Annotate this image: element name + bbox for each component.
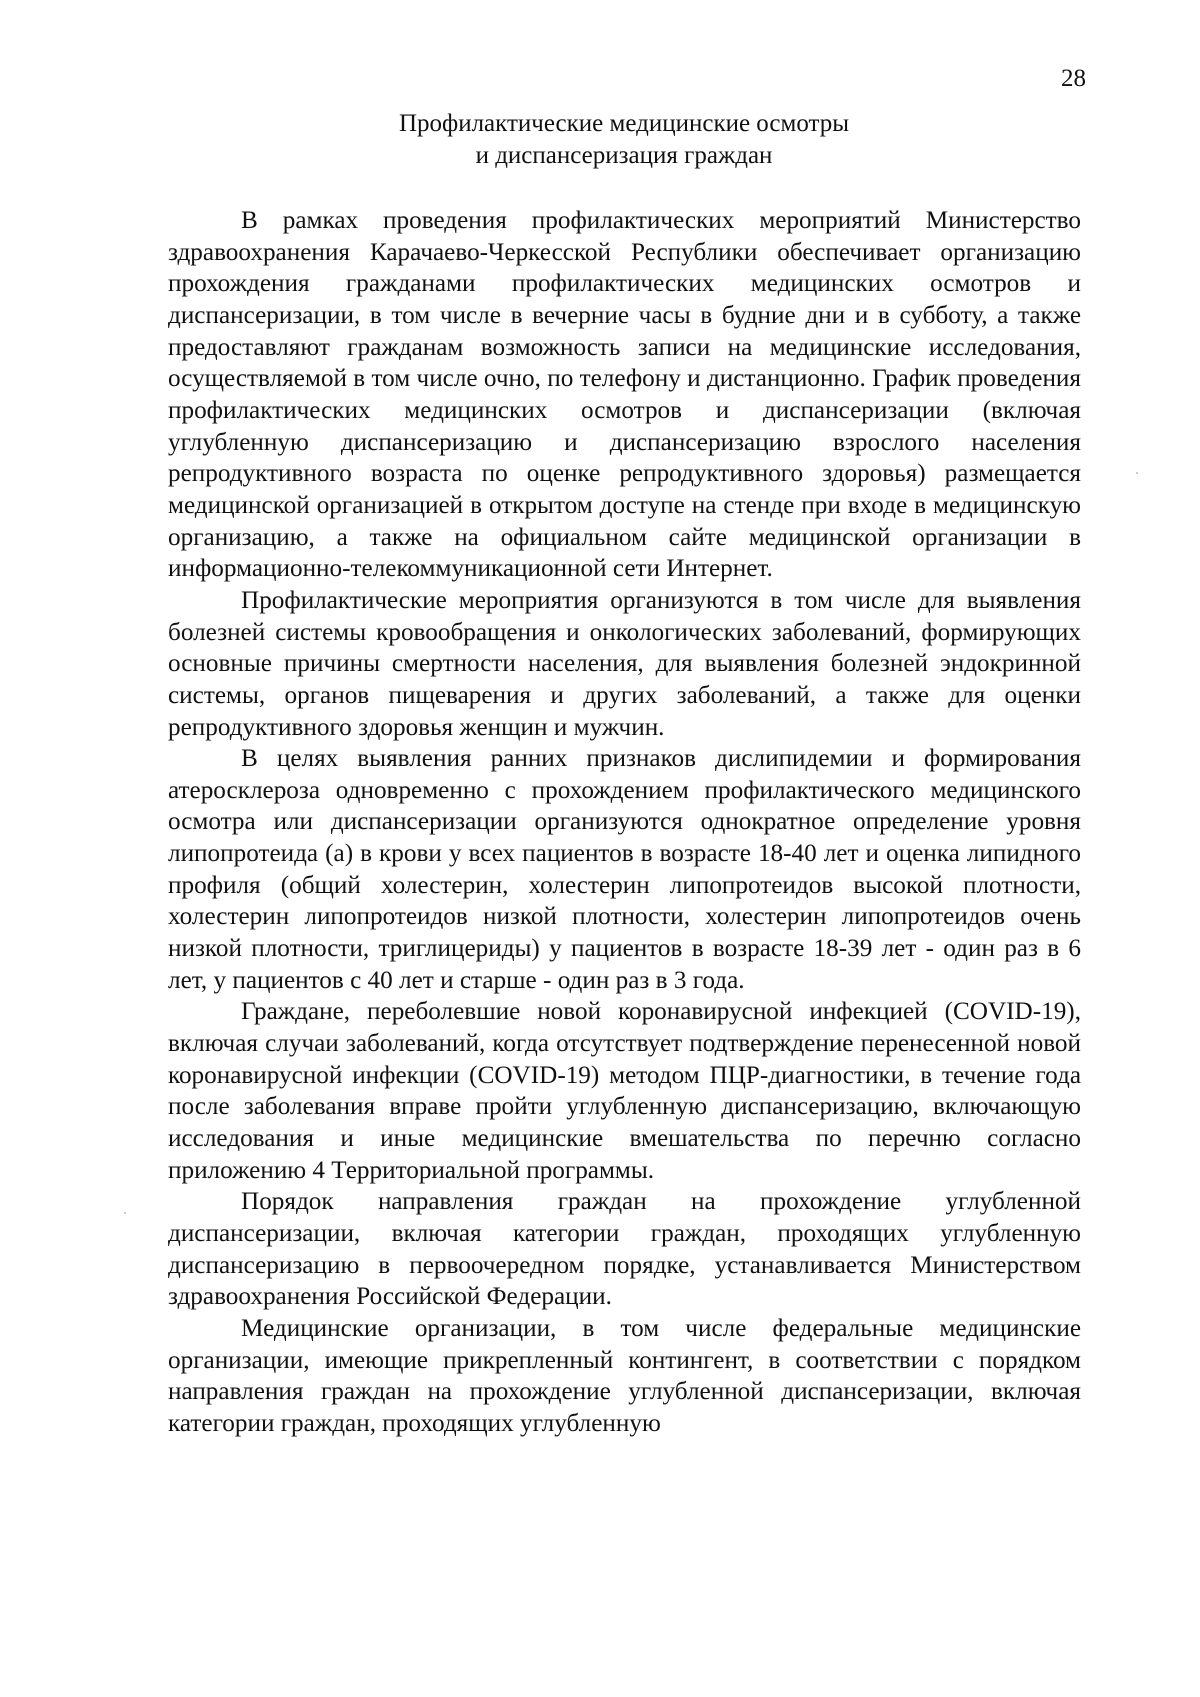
- heading-line-1: Профилактические медицинские осмотры: [398, 110, 850, 137]
- paragraph: Профилактические мероприятия организуются в том числе для выявления болезней системы кровообращения и онкологических заболеваний, формирующих основные причины смертности населения, для выявления болезней эндокринной системы, органов пищеварения и других заболеваний, а также для оценки репродуктивного здоровья женщин и мужчин.: [168, 586, 1081, 741]
- paragraph: В целях выявления ранних признаков дислипидемии и формирования атеросклероза одновременно с прохождением профилактического медицинского осмотра или диспансеризации организуются однократное определение уровня липопротеида (а) в крови у всех пациентов в возрасте 18-40 лет и оценка липидного профиля (общий холестерин, холестерин липопротеидов высокой плотности, холестерин липопротеидов низкой плотности, холестерин липопротеидов очень низкой плотности, триглицериды) у пациентов в возрасте 18-39 лет - один раз в 6 лет, у пациентов с 40 лет и старше - один раз в 3 года.: [168, 745, 1081, 994]
- paragraph: В рамках проведения профилактических мероприятий Министерство здравоохранения Карачаево-Черкесской Республики обеспечивает организацию прохождения гражданами профилактических медицинских осмотров и диспансеризации, в том числе в вечерние часы в будние дни и в субботу, а также предоставляют гражданам возможность записи на медицинские исследования, осуществляемой в том числе очно, по телефону и дистанционно. График проведения профилактических медицинских осмотров и диспансеризации (включая углубленную диспансеризацию и диспансеризацию взрослого населения репродуктивного возраста по оценке репродуктивного здоровья) размещается медицинской организацией в открытом доступе на стенде при входе в медицинскую организацию, а также на официальном сайте медицинской организации в информационно-телекоммуникационной сети Интернет.: [168, 207, 1081, 583]
- paragraph: Порядок направления граждан на прохождение углубленной диспансеризации, включая категории граждан, проходящих углубленную диспансеризацию в первоочередном порядке, устанавливается Министерством здравоохранения Российской Федерации.: [168, 1188, 1081, 1311]
- body-text: [168, 205, 1081, 1440]
- scan-speck: [124, 1212, 126, 1214]
- heading-line-2: и диспансеризация граждан: [475, 142, 773, 169]
- paragraph: Граждане, переболевшие новой коронавирусной инфекцией (COVID-19), включая случаи заболеваний, когда отсутствует подтверждение перенесенной новой коронавирусной инфекции (COVID-19) методом ПЦР-диагностики, в течение года после заболевания вправе пройти углубленную диспансеризацию, включающую исследования и иные медицинские вмешательства по перечню согласно приложению 4 Территориальной программы.: [168, 998, 1081, 1184]
- page-number: 28: [1061, 65, 1086, 92]
- section-heading: [168, 108, 1080, 172]
- scan-speck: [1136, 472, 1138, 474]
- paragraph: Медицинские организации, в том числе федеральные медицинские организации, имеющие прикрепленный контингент, в соответствии с порядком направления граждан на прохождение углубленной диспансеризации, включая категории граждан, проходящих углубленную: [168, 1314, 1081, 1437]
